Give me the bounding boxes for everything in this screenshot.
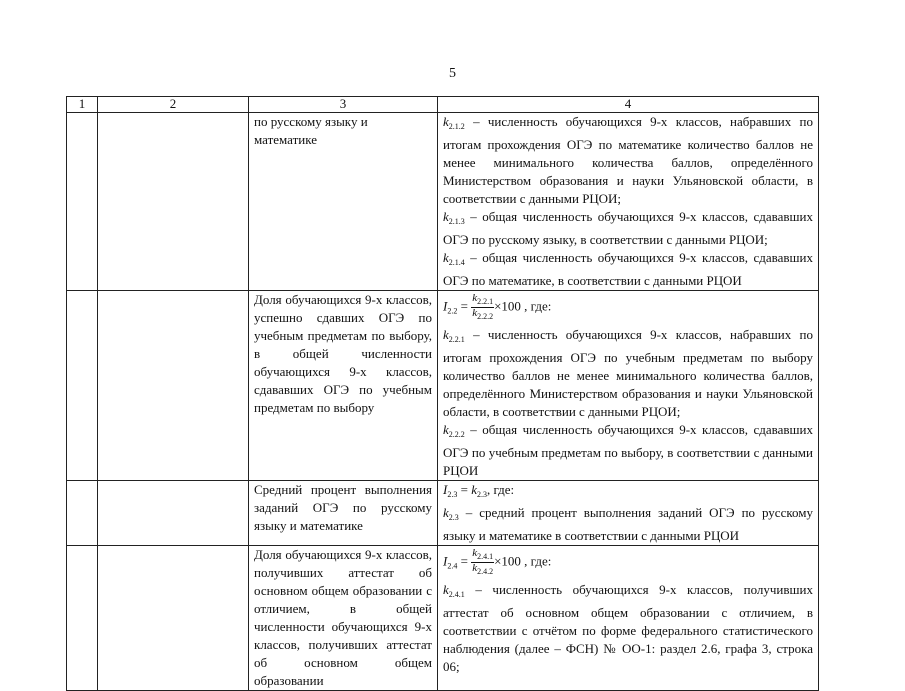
definition-item bbox=[443, 113, 813, 208]
formula-fraction: $\frac{k_{2.2.1}}{k_{2.2.2}}$ bbox=[472, 292, 494, 321]
cell-col2 bbox=[98, 546, 249, 691]
definition-cell bbox=[438, 481, 819, 546]
formula-fraction: $\frac{k_{2.4.1}}{k_{2.4.2}}$ bbox=[472, 547, 494, 576]
definition-text: – общая численность обучающихся 9-х классов, сдававших ОГЭ по русскому языку, в соответствии с данными РЦОИ; bbox=[443, 209, 813, 247]
cell-col2 bbox=[98, 291, 249, 481]
definition-cell bbox=[438, 546, 819, 691]
header-cell-1: 1 bbox=[67, 97, 98, 113]
cell-col1 bbox=[67, 546, 98, 691]
table-row bbox=[67, 546, 819, 691]
definition-text: – численность обучающихся 9-х классов, набравших по итогам прохождения ОГЭ по учебным предметам по выбору количество баллов не менее минимального количества баллов, определённого Министерством образования и науки Ульяновской области, в соответствии с данными РЦОИ; bbox=[443, 327, 813, 419]
definition-item bbox=[443, 421, 813, 480]
indicator-name-cell bbox=[249, 113, 438, 291]
definition-text: – численность обучающихся 9-х классов, получивших аттестат об основном общем образовании с отличием, в соответствии с отчётом по форме федерального статистического наблюдения (далее – ФСН) № ОО-1: раздел 2.6, графа 3, строка 06; bbox=[443, 582, 813, 674]
cell-col1 bbox=[67, 291, 98, 481]
definition-text: – общая численность обучающихся 9-х классов, сдававших ОГЭ по учебным предметам по выбору, в соответствии с данными РЦОИ bbox=[443, 422, 813, 478]
variable-symbol: $k_{2.4.1}$ bbox=[443, 582, 465, 599]
definition-item bbox=[443, 326, 813, 421]
formula: $I_{2.3} = k_{2.3}$, где: bbox=[443, 482, 515, 499]
indicator-name-cell bbox=[249, 291, 438, 481]
page-number: 5 bbox=[449, 66, 456, 81]
header-cell-4: 4 bbox=[438, 97, 819, 113]
definition-item bbox=[443, 581, 813, 676]
formula: $I_{2.4}$ = $\frac{k_{2.4.1}}{k_{2.4.2}}$ ×100 , где: bbox=[443, 547, 552, 576]
header-cell-3: 3 bbox=[249, 97, 438, 113]
cell-col2 bbox=[98, 113, 249, 291]
cell-col2 bbox=[98, 481, 249, 546]
definition-text: – численность обучающихся 9-х классов, набравших по итогам прохождения ОГЭ по математике количество баллов не менее минимального количества баллов, определённого Министерством образования и науки Ульяновской области, в соответствии с данными РЦОИ; bbox=[443, 114, 813, 206]
definition-text: – общая численность обучающихся 9-х классов, сдававших ОГЭ по математике, в соответствии с данными РЦОИ bbox=[443, 250, 813, 288]
variable-symbol: $k_{2.2.2}$ bbox=[443, 422, 465, 439]
indicator-name: Доля обучающихся 9-х классов, получивших аттестат об основном общем образовании с отличием, в общей численности обучающихся 9-х классов, получивших аттестат об основном общем образовании bbox=[254, 547, 432, 688]
definition-text: – средний процент выполнения заданий ОГЭ по русскому языку и математике в соответствии с данными РЦОИ bbox=[443, 505, 813, 543]
indicator-name-cell bbox=[249, 546, 438, 691]
table-row bbox=[67, 481, 819, 546]
table-row bbox=[67, 291, 819, 481]
variable-symbol: $k_{2.1.2}$ bbox=[443, 114, 465, 131]
variable-symbol: $k_{2.1.3}$ bbox=[443, 209, 465, 226]
table-header-row bbox=[67, 97, 819, 113]
indicator-name: Средний процент выполнения заданий ОГЭ по русскому языку и математике bbox=[254, 482, 432, 533]
indicator-table bbox=[66, 96, 819, 691]
definition-item bbox=[443, 504, 813, 545]
formula: $I_{2.2}$ = $\frac{k_{2.2.1}}{k_{2.2.2}}$ ×100 , где: bbox=[443, 292, 552, 321]
cell-col1 bbox=[67, 113, 98, 291]
indicator-name: Доля обучающихся 9-х классов, успешно сдавших ОГЭ по учебным предметам по выбору, в общей численности обучающихся 9-х классов, сдававших ОГЭ по учебным предметам по выбору bbox=[254, 292, 432, 415]
header-cell-2: 2 bbox=[98, 97, 249, 113]
definition-cell bbox=[438, 113, 819, 291]
variable-symbol: $k_{2.3}$ bbox=[443, 505, 459, 522]
indicator-name-cell bbox=[249, 481, 438, 546]
variable-symbol: $k_{2.2.1}$ bbox=[443, 327, 465, 344]
table-row bbox=[67, 113, 819, 291]
cell-col1 bbox=[67, 481, 98, 546]
variable-symbol: $k_{2.1.4}$ bbox=[443, 250, 465, 267]
definition-cell bbox=[438, 291, 819, 481]
definition-item bbox=[443, 249, 813, 290]
definition-item bbox=[443, 208, 813, 249]
indicator-name: по русскому языку и математике bbox=[254, 114, 368, 147]
